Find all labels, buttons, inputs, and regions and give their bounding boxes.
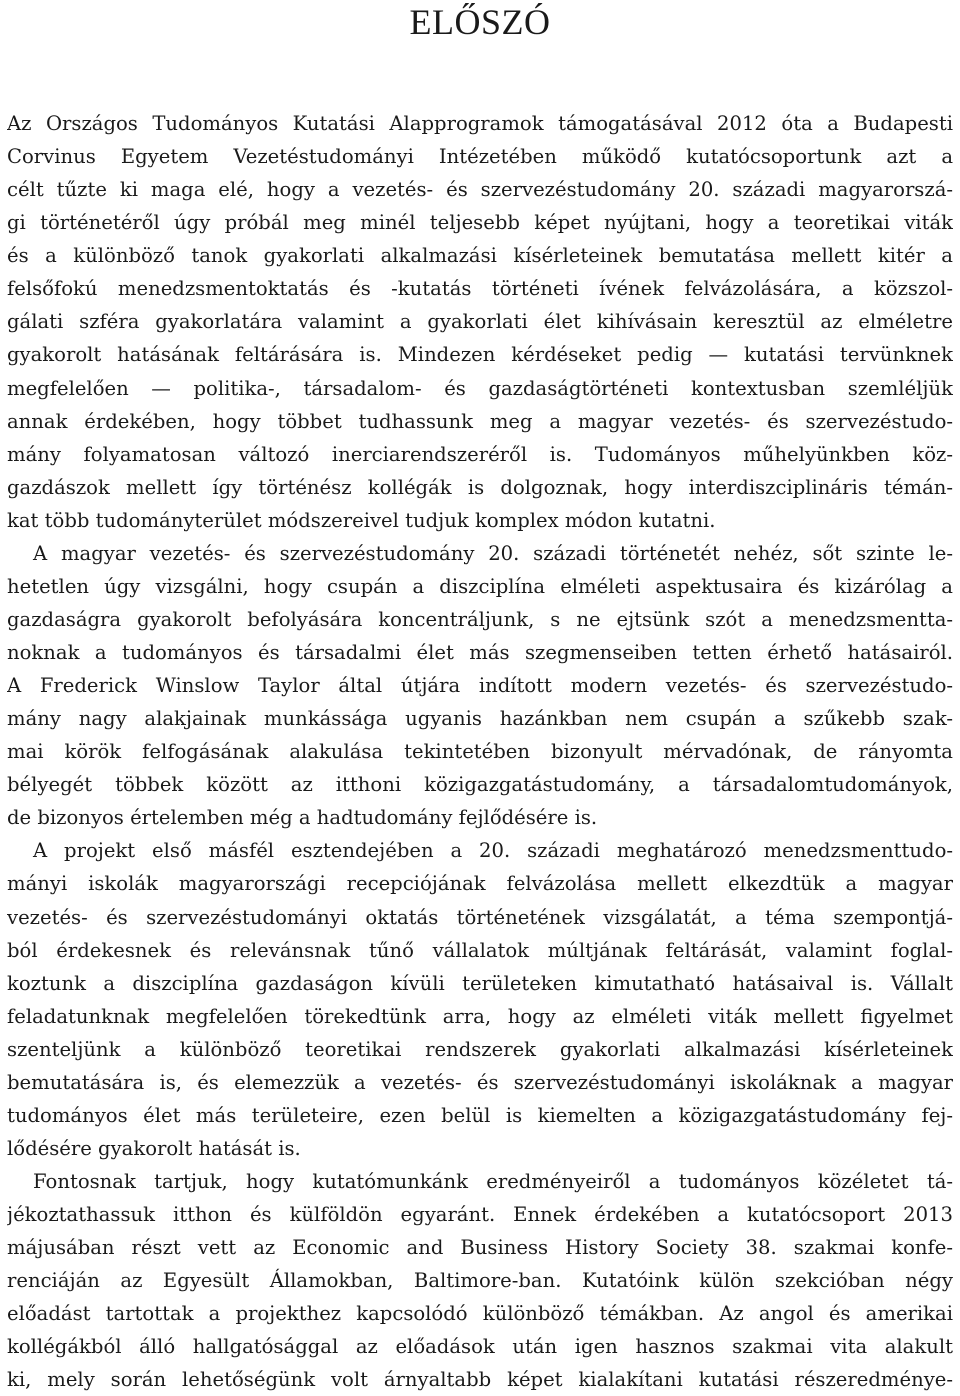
text-line: Corvinus Egyetem Vezetéstudományi Intézetében működő kutatócsoportunk azt a: [7, 145, 953, 169]
text-line: mány nagy alakjainak munkássága ugyanis hazánkban nem csupán a szűkebb szak-: [7, 707, 953, 731]
text-line: gálati szféra gyakorlatára valamint a gyakorlati élet kihívásain keresztül az elméletre: [7, 310, 953, 334]
text-line: A projekt első másfél esztendejében a 20. századi meghatározó menedzsmenttudo-: [33, 839, 953, 863]
text-line: mányi iskolák magyarországi recepciójának felvázolása mellett elkezdtük a magyar: [7, 872, 953, 896]
text-line: felsőfokú menedzsmentoktatás és -kutatás történeti ívének felvázolására, a közszol-: [7, 277, 953, 301]
text-line: és a különböző tanok gyakorlati alkalmazási kísérleteinek bemutatása mellett kitér a: [7, 244, 953, 268]
text-line: annak érdekében, hogy többet tudhassunk meg a magyar vezetés- és szervezéstudo-: [7, 409, 953, 433]
text-line: Fontosnak tartjuk, hogy kutatómunkánk eredményeiről a tudományos közéletet tá-: [33, 1170, 953, 1193]
text-line: szenteljünk a különböző teoretikai rendszerek gyakorlati alkalmazási kísérleteinek: [7, 1037, 953, 1061]
text-line: jékoztathassuk itthon és külföldön egyaránt. Ennek érdekében a kutatócsoport 2013: [7, 1203, 953, 1227]
text-line: hetetlen úgy vizsgálni, hogy csupán a diszciplína elméleti aspektusaira és kizárólag a: [7, 574, 953, 598]
text-line: gazdaságra gyakorolt befolyására koncentráljunk, s ne ejtsünk szót a menedzsmentta-: [7, 607, 953, 631]
text-line: célt tűzte ki maga elé, hogy a vezetés- és szervezéstudomány 20. századi magyarorszá-: [7, 178, 953, 202]
text-line: koztunk a diszciplína gazdaságon kívüli területeken kimutatható hatásaival is. Vállalt: [7, 971, 953, 995]
text-line: mai körök felfogásának alakulása tekintetében bizonyult mérvadónak, de rányomta: [7, 740, 953, 764]
text-line: mány folyamatosan változó inerciarendszeréről is. Tudományos műhelyünkben köz-: [7, 442, 953, 466]
text-line: ból érdekesnek és relevánsnak tűnő vállalatok múltjának feltárását, valamint foglal-: [7, 938, 953, 962]
text-line: gyakorolt hatásának feltárására is. Mindezen kérdéseket pedig — kutatási tervünknek: [7, 343, 953, 367]
text-line: lődésére gyakorolt hatását is.: [7, 1136, 301, 1160]
page-title: ELŐSZÓ: [409, 2, 551, 42]
text-line: kat több tudományterület módszereivel tudjuk komplex módon kutatni.: [7, 508, 716, 532]
text-line: májusában részt vett az Economic and Business History Society 38. szakmai konfe-: [7, 1236, 953, 1260]
text-line: előadást tartottak a projekthez kapcsolódó különböző témákban. Az angol és amerikai: [7, 1302, 953, 1326]
text-line: A Frederick Winslow Taylor által útjára indított modern vezetés- és szervezéstudo-: [7, 674, 953, 698]
text-line: feladatunknak megfelelően törekedtünk arra, hogy az elméleti viták mellett figyelmet: [7, 1004, 953, 1028]
text-line: A magyar vezetés- és szervezéstudomány 20. századi történetét nehéz, sőt szinte le-: [33, 541, 953, 565]
text-line: kollégákból álló hallgatósággal az előadások után igen hasznos szakmai vita alakult: [7, 1335, 953, 1359]
text-line: gazdászok mellett így történész kollégák is dolgoznak, hogy interdiszciplináris témán-: [7, 475, 953, 499]
text-line: noknak a tudományos és társadalmi élet más szegmenseiben tetten érhető hatásairól.: [7, 641, 953, 664]
text-line: Az Országos Tudományos Kutatási Alapprogramok támogatásával 2012 óta a Budapesti: [7, 112, 953, 135]
text-line: vezetés- és szervezéstudományi oktatás történetének vizsgálatát, a téma szempontjá-: [7, 905, 953, 929]
text-line: renciáján az Egyesült Államokban, Baltimore-ban. Kutatóink külön szekcióban négy: [7, 1269, 953, 1293]
text-line: ki, mely során lehetőségünk volt árnyaltabb képet kialakítani kutatási részeredménye-: [7, 1368, 953, 1392]
text-line: tudományos élet más területeire, ezen belül is kiemelten a közigazgatástudomány fej-: [7, 1103, 953, 1127]
text-line: bemutatására is, és elemezzük a vezetés- és szervezéstudományi iskoláknak a magyar: [7, 1070, 953, 1094]
preface-body: [7, 107, 953, 1396]
text-line: bélyegét többek között az itthoni közigazgatástudomány, a társadalomtudományok,: [7, 773, 953, 797]
text-line: gi történetéről úgy próbál meg minél teljesebb képet nyújtani, hogy a teoretikai viták: [7, 211, 953, 235]
text-line: de bizonyos értelemben még a hadtudomány fejlődésére is.: [7, 806, 598, 830]
text-line: megfelelően — politika-, társadalom- és gazdaságtörténeti kontextusban szemléljük: [7, 376, 953, 400]
